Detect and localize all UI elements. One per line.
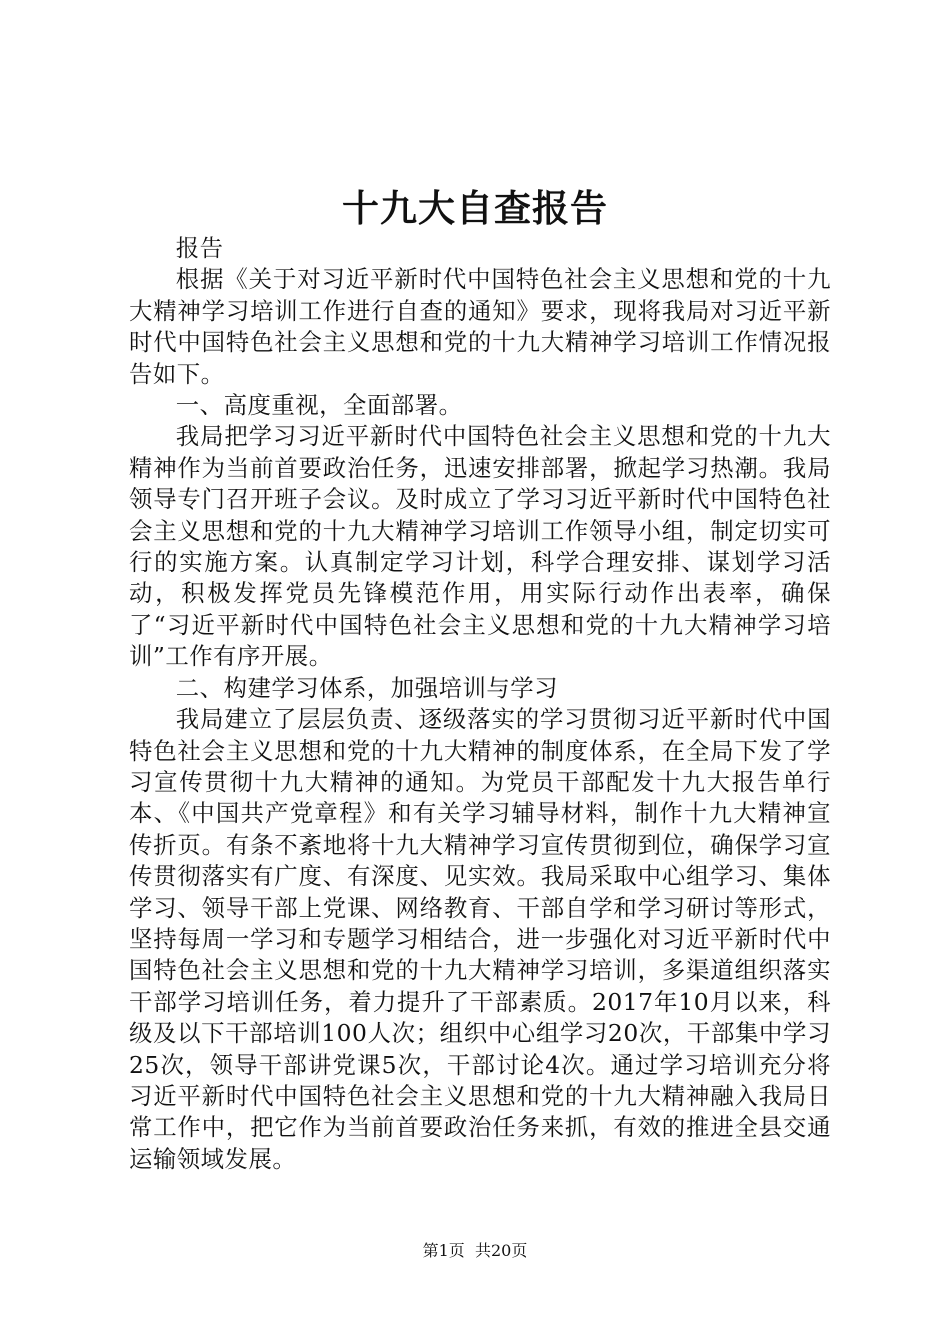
section-heading-1: 一、高度重视，全面部署。 (175, 391, 463, 420)
paragraph-section-1: 我局把学习习近平新时代中国特色社会主义思想和党的十九大精神作为当前首要政治任务，迅速安排部署，掀起学习热潮。我局领导专门召开班子会议。及时成立了学习习近平新时代中国特色社会主义思想和党的十九大精神学习培训工作领导小组，制定切实可行的实施方案。认真制定学习计划，科学合理安排、谋划学习活动，积极发挥党员先锋模范作用，用实际行动作出表率，确保了“习近平新时代中国特色社会主义思想和党的十九大精神学习培训”工作有序开展。 (129, 422, 831, 671)
paragraph-report-label: 报告 (175, 234, 224, 262)
page-total: 共20页 (474, 1241, 528, 1260)
page-number: 第1页 (422, 1241, 465, 1260)
document-body (129, 233, 831, 1175)
paragraph-section-2: 我局建立了层层负责、逐级落实的学习贯彻习近平新时代中国特色社会主义思想和党的十九大精神的制度体系，在全局下发了学习宣传贯彻十九大精神的通知。为党员干部配发十九大报告单行本、《中国共产党章程》和有关学习辅导材料，制作十九大精神宣传折页。有条不紊地将十九大精神学习宣传贯彻到位，确保学习宣传贯彻落实有广度、有深度、见实效。我局采取中心组学习、集体学习、领导干部上党课、网络教育、干部自学和学习研讨等形式，坚持每周一学习和专题学习相结合，进一步强化对习近平新时代中国特色社会主义思想和党的十九大精神学习培训，多渠道组织落实干部学习培训任务，着力提升了干部素质。2017年10月以来，科级及以下干部培训100人次；组织中心组学习20次，干部集中学习25次，领导干部讲党课5次，干部讨论4次。通过学习培训充分将习近平新时代中国特色社会主义思想和党的十九大精神融入我局日常工作中，把它作为当前首要政治任务来抓，有效的推进全县交通运输领域发展。 (129, 705, 831, 1173)
paragraph-intro: 根据《关于对习近平新时代中国特色社会主义思想和党的十九大精神学习培训工作进行自查的通知》要求，现将我局对习近平新时代中国特色社会主义思想和党的十九大精神学习培训工作情况报告如下。 (129, 265, 831, 388)
page-footer (0, 1240, 950, 1262)
document-title: 十九大自查报告 (342, 186, 608, 230)
section-heading-2: 二、构建学习体系，加强培训与学习 (175, 673, 559, 702)
